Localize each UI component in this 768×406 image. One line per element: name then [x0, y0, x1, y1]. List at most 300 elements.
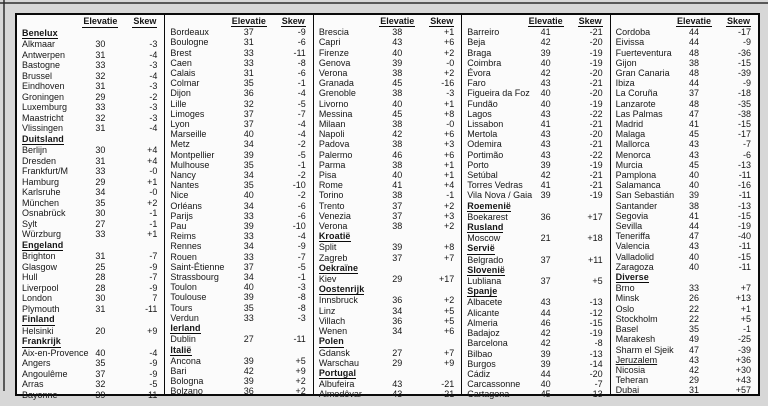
elevation-value: 34 — [95, 187, 106, 197]
elevation-value: 41 — [540, 119, 551, 130]
column-header-skew — [568, 16, 608, 27]
elevation-value: 27 — [392, 347, 403, 358]
elevation-value: 40 — [540, 88, 551, 99]
city-name: Wenen — [318, 326, 348, 337]
country-header-row — [616, 272, 756, 283]
table-row — [616, 241, 756, 251]
city-name: Verona — [318, 221, 348, 232]
skew-value: +2 — [295, 376, 306, 387]
city-name: Fuerteventura — [615, 47, 672, 58]
skew-value: +11 — [588, 254, 603, 265]
skew-value: -1 — [297, 272, 306, 283]
table-row — [319, 139, 459, 149]
elevation-value: 43 — [540, 129, 551, 140]
skew-value: +9 — [295, 365, 306, 376]
elevation-value: 45 — [392, 78, 403, 89]
table-row — [319, 379, 459, 389]
city-name: Colmar — [170, 78, 200, 89]
city-name: Calais — [170, 68, 196, 79]
table-row — [319, 170, 459, 180]
skew-value: +43 — [735, 375, 752, 386]
table-row — [22, 348, 162, 359]
table-row — [467, 276, 607, 286]
elevation-value: 44 — [540, 307, 551, 318]
skew-value: -4 — [297, 231, 306, 242]
city-name: Napoli — [318, 129, 345, 140]
skew-value: 7 — [152, 293, 158, 303]
elevation-value: 45 — [689, 129, 700, 140]
city-name: Osnabrück — [22, 208, 66, 218]
city-name: Pamplona — [615, 170, 657, 181]
country-header-row — [319, 368, 459, 379]
table-row — [616, 58, 756, 68]
elevation-value: 40 — [689, 170, 700, 181]
elevation-value: 31 — [95, 123, 106, 133]
skew-value: -13 — [738, 159, 752, 170]
city-name: London — [22, 293, 53, 303]
column-headers — [616, 16, 756, 27]
elevation-value: 48 — [689, 47, 700, 58]
country-header: Benelux — [22, 27, 58, 38]
city-name: Teheran — [615, 375, 649, 386]
city-name: Salamanca — [615, 180, 661, 191]
column-header-elevatie-label: Elevatie — [528, 16, 563, 26]
elevation-value: 40 — [95, 347, 106, 358]
column-header-skew — [419, 16, 459, 27]
skew-value: +1 — [443, 159, 455, 170]
city-name: Rennes — [170, 241, 202, 252]
elevation-value: 34 — [243, 272, 254, 283]
elevation-value: 39 — [243, 149, 254, 160]
country-header: Roemenië — [467, 200, 512, 211]
city-name: Nancy — [170, 170, 196, 181]
table-row — [616, 190, 756, 200]
elevation-value: 40 — [689, 180, 700, 191]
skew-value: +1 — [740, 303, 752, 314]
table-row — [170, 221, 310, 231]
table-row — [170, 78, 310, 88]
table-row — [319, 88, 459, 98]
city-name: Glasgow — [22, 261, 58, 272]
table-row — [170, 313, 310, 323]
table-row — [170, 68, 310, 78]
skew-value: -39 — [738, 344, 752, 355]
elevation-value: 38 — [689, 200, 700, 211]
table-row — [22, 379, 162, 390]
city-name: Gdansk — [318, 347, 350, 358]
elevation-value: 31 — [95, 49, 106, 60]
skew-value: -15 — [589, 317, 603, 328]
skew-value: +2 — [443, 68, 455, 79]
skew-value: -7 — [149, 272, 158, 282]
table-row — [170, 356, 310, 366]
elevation-value: 26 — [689, 293, 700, 304]
table-row — [319, 221, 459, 231]
city-name: Lanzarote — [615, 98, 656, 109]
skew-value: -0 — [446, 119, 455, 130]
table-row — [22, 102, 162, 113]
city-name: Saint-Étienne — [170, 261, 225, 272]
city-name: Antwerpen — [22, 49, 66, 60]
table-row — [319, 316, 459, 326]
column-header-skew-label: Skew — [727, 16, 751, 26]
skew-value: -16 — [441, 78, 455, 89]
city-name: Burgos — [467, 358, 496, 369]
skew-value: +9 — [443, 357, 455, 368]
table-row — [22, 283, 162, 294]
elevation-value: 44 — [689, 221, 700, 232]
table-row — [22, 50, 162, 61]
table-row — [170, 334, 310, 344]
city-name: Alkmaar — [22, 39, 56, 49]
elevation-value: 40 — [689, 251, 700, 262]
city-name: Padova — [318, 139, 350, 150]
country-header-row — [319, 336, 459, 347]
skew-value: -11 — [293, 334, 306, 345]
skew-value: -11 — [145, 389, 158, 400]
city-name: Linz — [318, 305, 336, 316]
city-name: Marseille — [170, 129, 207, 140]
city-name: Faro — [467, 78, 486, 89]
elevation-value: 47 — [689, 344, 700, 355]
elevation-value: 33 — [243, 210, 254, 221]
table-row — [22, 262, 162, 273]
table-row — [467, 369, 607, 379]
skew-value: -3 — [297, 312, 306, 323]
table-row — [467, 150, 607, 160]
skew-value: +18 — [587, 233, 603, 244]
city-name: Gijon — [615, 57, 637, 68]
skew-value: -19 — [589, 47, 603, 58]
skew-value: -18 — [738, 88, 752, 99]
elevation-value: 40 — [392, 170, 403, 181]
table-row — [616, 99, 756, 109]
country-header-row — [467, 286, 607, 297]
city-name: Toulouse — [170, 292, 207, 303]
elevation-value: 40 — [540, 379, 551, 390]
elevation-skew-table — [15, 13, 760, 400]
country-header: Frankrijk — [22, 336, 61, 346]
elevation-value: 41 — [540, 180, 551, 191]
elevation-value: 44 — [689, 27, 700, 38]
city-name: Mallorca — [615, 139, 650, 150]
skew-value: -7 — [297, 251, 306, 262]
table-row — [22, 358, 162, 369]
city-name: San Sebastián — [615, 190, 675, 201]
skew-value: -21 — [589, 78, 603, 89]
elevation-value: 33 — [95, 102, 106, 112]
elevation-value: 42 — [540, 37, 551, 48]
elevation-value: 34 — [392, 326, 403, 337]
skew-value: -3 — [149, 81, 158, 91]
elevation-value: 43 — [540, 108, 551, 119]
skew-value: -36 — [738, 47, 752, 58]
city-name: Boulogne — [170, 37, 209, 48]
table-row — [616, 385, 756, 395]
skew-value: -8 — [297, 292, 306, 303]
elevation-value: 34 — [392, 305, 403, 316]
table-row — [467, 379, 607, 389]
elevation-value: 37 — [540, 276, 551, 287]
elevation-value: 42 — [392, 129, 403, 140]
column-header-elevatie-label: Elevatie — [380, 16, 415, 26]
city-name: Maastricht — [22, 112, 64, 123]
skew-value: +5 — [295, 355, 306, 366]
column-headers — [467, 16, 607, 27]
city-name: Valladolid — [615, 251, 654, 262]
skew-value: +2 — [443, 295, 455, 306]
table-row — [22, 326, 162, 337]
skew-value: -1 — [149, 218, 158, 229]
skew-value: -3 — [149, 102, 158, 112]
elevation-value: 30 — [95, 293, 106, 303]
table-row — [467, 338, 607, 348]
elevation-value: 43 — [392, 389, 403, 400]
skew-value: -21 — [441, 389, 455, 400]
table-row — [170, 201, 310, 211]
country-header-row — [319, 263, 459, 274]
elevation-value: 29 — [689, 375, 700, 386]
city-name: Strassbourg — [170, 272, 219, 283]
table-row — [467, 68, 607, 78]
table-row — [319, 99, 459, 109]
column-header-skew-label: Skew — [430, 16, 454, 26]
city-name: Trento — [318, 200, 345, 211]
elevation-value: 42 — [243, 365, 254, 376]
elevation-value: 39 — [392, 57, 403, 68]
elevation-value: 33 — [243, 57, 254, 68]
skew-value: -2 — [149, 91, 158, 102]
table-row — [319, 180, 459, 190]
table-row — [22, 166, 162, 177]
city-name: Bastogne — [22, 60, 61, 70]
elevation-value: 33 — [95, 166, 106, 176]
city-name: Venezia — [318, 210, 351, 221]
elevation-value: 21 — [540, 233, 551, 244]
skew-value: -11 — [738, 190, 752, 201]
skew-value: -19 — [589, 190, 603, 201]
city-name: Pisa — [318, 170, 337, 181]
elevation-value: 33 — [243, 47, 254, 58]
column-header-elevatie — [78, 16, 122, 28]
table-row — [467, 109, 607, 119]
city-name: München — [22, 197, 60, 208]
elevation-value: 29 — [95, 176, 106, 187]
table-panel-2 — [164, 15, 312, 397]
skew-value: -5 — [297, 98, 306, 109]
city-name: Las Palmas — [615, 108, 663, 119]
elevation-value: 38 — [392, 68, 403, 79]
elevation-value: 49 — [689, 334, 700, 345]
skew-value: +8 — [443, 108, 455, 119]
skew-value: -21 — [441, 379, 455, 390]
city-name: Bari — [170, 365, 187, 376]
skew-value: -21 — [589, 139, 603, 150]
elevation-value: 37 — [243, 27, 254, 38]
city-name: Nantes — [170, 180, 199, 191]
elevation-value: 37 — [392, 252, 403, 263]
table-row — [170, 27, 310, 37]
table-row — [467, 349, 607, 359]
skew-value: -13 — [589, 389, 603, 400]
elevation-value: 36 — [243, 386, 254, 397]
skew-value: -0 — [446, 57, 455, 68]
country-header-row — [319, 284, 459, 295]
table-row — [319, 242, 459, 252]
elevation-value: 38 — [392, 190, 403, 201]
table-row — [170, 99, 310, 109]
skew-value: -25 — [738, 334, 752, 345]
table-panel-3 — [313, 15, 461, 400]
table-row — [467, 389, 607, 399]
city-name: Almodôvar — [318, 389, 362, 400]
skew-value: +5 — [443, 315, 455, 326]
elevation-value: 39 — [540, 358, 551, 369]
city-name: Luxemburg — [22, 102, 68, 112]
skew-value: +5 — [740, 313, 752, 324]
city-name: Torres Vedras — [467, 180, 523, 191]
table-panel-1 — [17, 15, 164, 400]
skew-value: -5 — [149, 379, 158, 389]
city-name: Nicosia — [615, 364, 646, 375]
city-name: Madrid — [615, 119, 644, 130]
elevation-value: 37 — [392, 210, 403, 221]
table-row — [22, 390, 162, 401]
elevation-value: 43 — [540, 297, 551, 308]
city-name: Livorno — [318, 98, 349, 109]
skew-value: -9 — [149, 261, 158, 272]
elevation-value: 38 — [392, 221, 403, 232]
city-name: Albacete — [467, 297, 503, 308]
elevation-value: 39 — [540, 47, 551, 58]
table-row — [616, 345, 756, 355]
table-row — [22, 156, 162, 167]
city-name: Angoulême — [22, 368, 68, 379]
table-row — [170, 160, 310, 170]
elevation-value: 35 — [95, 197, 106, 208]
table-row — [467, 37, 607, 47]
table-row — [616, 150, 756, 160]
city-name: Marakesh — [615, 334, 656, 345]
column-header-skew-label: Skew — [281, 16, 305, 26]
elevation-value: 30 — [95, 145, 106, 155]
city-name: Vila Nova / Gaia — [467, 190, 533, 201]
table-row — [319, 48, 459, 58]
column-header-elevatie — [375, 16, 419, 27]
table-row — [319, 190, 459, 200]
skew-value: +1 — [443, 170, 455, 181]
skew-value: -4 — [149, 347, 158, 358]
table-row — [319, 358, 459, 368]
city-name: Lissabon — [467, 119, 504, 130]
elevation-value: 30 — [95, 39, 106, 49]
table-row — [319, 37, 459, 47]
column-header-skew-label: Skew — [578, 16, 602, 26]
table-row — [22, 187, 162, 198]
city-name: Parma — [318, 159, 346, 170]
skew-value: +6 — [443, 149, 455, 160]
city-name: Cordoba — [615, 27, 651, 38]
table-row — [319, 119, 459, 129]
skew-value: -3 — [297, 282, 306, 293]
city-name: Innsbruck — [318, 295, 358, 306]
table-row — [22, 229, 162, 240]
table-row — [616, 211, 756, 221]
table-row — [170, 262, 310, 272]
table-row — [467, 129, 607, 139]
skew-value: -20 — [589, 88, 603, 99]
elevation-value: 32 — [95, 112, 106, 123]
table-row — [616, 170, 756, 180]
table-row — [616, 283, 756, 293]
elevation-value: 43 — [540, 149, 551, 160]
city-name: Segovia — [615, 210, 649, 221]
table-row — [22, 92, 162, 103]
city-name: Bayonne — [22, 389, 58, 400]
elevation-value: 33 — [95, 60, 106, 70]
skew-value: -8 — [297, 57, 306, 68]
city-name: Braga — [467, 47, 492, 58]
skew-value: +2 — [443, 47, 455, 58]
city-name: Firenze — [318, 47, 349, 58]
table-row — [22, 251, 162, 262]
country-header: Duitsland — [22, 133, 64, 144]
elevation-value: 31 — [243, 68, 254, 79]
elevation-value: 39 — [243, 292, 254, 303]
skew-value: -22 — [589, 108, 603, 119]
country-header: Oostenrijk — [318, 284, 365, 295]
skew-value: -4 — [297, 119, 306, 130]
table-row — [22, 71, 162, 82]
table-row — [467, 119, 607, 129]
elevation-value: 37 — [95, 368, 106, 379]
city-name: Dijon — [170, 88, 191, 99]
skew-value: -2 — [297, 170, 306, 181]
elevation-value: 44 — [689, 37, 700, 48]
table-row — [616, 129, 756, 139]
elevation-value: 40 — [243, 129, 254, 140]
table-row — [170, 37, 310, 47]
skew-value: +6 — [443, 129, 455, 140]
city-name: Barreiro — [467, 27, 500, 38]
city-name: Split — [318, 242, 337, 253]
elevation-value: 39 — [243, 355, 254, 366]
table-row — [22, 145, 162, 156]
city-name: Belgrado — [467, 254, 504, 265]
skew-value: -2 — [297, 139, 306, 150]
table-row — [616, 139, 756, 149]
skew-value: -15 — [738, 251, 752, 262]
elevation-value: 39 — [540, 348, 551, 359]
skew-value: -7 — [149, 251, 158, 261]
table-row — [616, 334, 756, 344]
skew-value: -21 — [589, 27, 603, 38]
skew-value: -0 — [149, 187, 158, 197]
city-name: Gran Canaria — [615, 68, 670, 79]
table-row — [170, 272, 310, 282]
skew-value: -1 — [743, 324, 752, 335]
skew-value: +4 — [443, 180, 455, 191]
skew-value: -5 — [297, 261, 306, 272]
city-name: Brest — [170, 47, 192, 58]
skew-value: -0 — [149, 166, 158, 176]
skew-value: -1 — [149, 208, 158, 218]
skew-value: -38 — [738, 108, 752, 119]
country-header: Ierland — [170, 323, 201, 334]
table-panel-5 — [610, 15, 758, 394]
table-row — [467, 328, 607, 338]
elevation-value: 39 — [243, 221, 254, 232]
